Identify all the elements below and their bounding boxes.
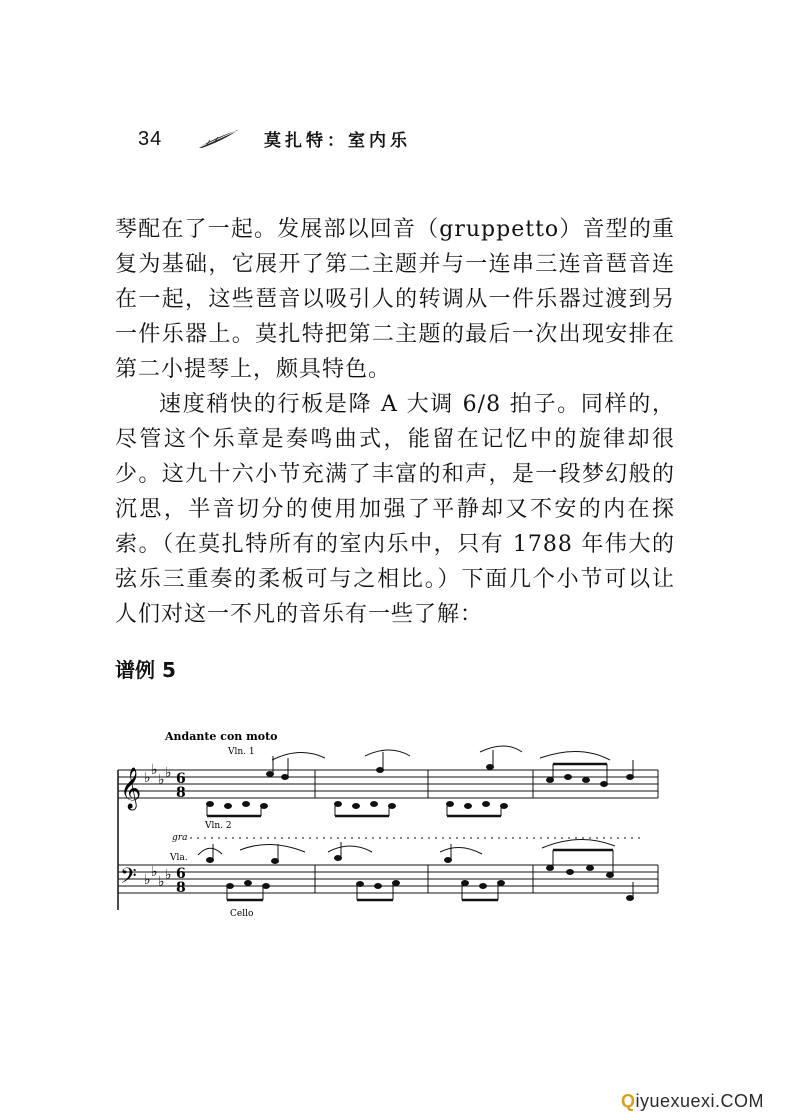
- bass-staff: [118, 865, 658, 893]
- svg-text:♭: ♭: [165, 765, 172, 781]
- label-gra: gra: [172, 833, 188, 843]
- svg-text:♭: ♭: [144, 770, 151, 786]
- treble-notes: [207, 746, 634, 816]
- svg-text:♭: ♭: [144, 872, 151, 888]
- svg-text:♭: ♭: [165, 867, 172, 883]
- page-number: 34: [138, 128, 163, 150]
- bass-clef-icon: 𝄢: [120, 864, 137, 894]
- score-tempo: Andante con moto: [165, 730, 278, 743]
- treble-clef-icon: 𝄞: [120, 768, 142, 809]
- quill-icon: [196, 128, 240, 150]
- paragraph: 琴配在了一起。发展部以回音（gruppetto）音型的重复为基础，它展开了第二主题并与一连串三连音琶音连在一起，这些琶音以吸引人的转调从一件乐器过渡到另一件乐器上。莫扎特把第二主题的最后一次出现安排在第二小提琴上，颇具特色。: [115, 217, 675, 382]
- paragraph: 速度稍快的行板是降 A 大调 6/8 拍子。同样的，尽管这个乐章是奏鸣曲式，能留在记忆中的旋律却很少。这九十六小节充满了丰富的和声，是一段梦幻般的沉思，半音切分的使用加强了平静却又不安的内在探索。（在莫扎特所有的室内乐中，只有 1788 年伟大的弦乐三重奏的柔板可与之相比。）下面几个小节可以让人们对这一不凡的音乐有一些了解：: [115, 392, 675, 627]
- label-vla: Vla.: [170, 853, 188, 863]
- time-sig-bottom: 8: [176, 785, 186, 801]
- time-sig-top-bass: 6: [176, 866, 186, 882]
- example-label: 谱例 5: [115, 658, 176, 682]
- label-vln1: Vln. 1: [228, 747, 255, 757]
- music-score: [110, 720, 665, 920]
- running-header: [138, 126, 438, 158]
- svg-text:♭: ♭: [158, 772, 165, 788]
- time-sig-top: 6: [176, 771, 186, 787]
- bass-notes: [198, 839, 634, 900]
- body-text: [115, 212, 675, 632]
- site-watermark: [621, 1091, 764, 1112]
- svg-text:♭: ♭: [151, 762, 158, 778]
- label-cello: Cello: [230, 909, 254, 919]
- svg-text:♭: ♭: [158, 874, 165, 890]
- watermark-text: iyuexuexi.COM: [635, 1091, 764, 1111]
- svg-text:♭: ♭: [151, 864, 158, 880]
- watermark-logo-letter: Q: [620, 1091, 636, 1111]
- book-title: 莫扎特：室内乐: [264, 131, 411, 151]
- label-vln2: Vln. 2: [205, 821, 232, 831]
- time-sig-bottom-bass: 8: [176, 880, 186, 896]
